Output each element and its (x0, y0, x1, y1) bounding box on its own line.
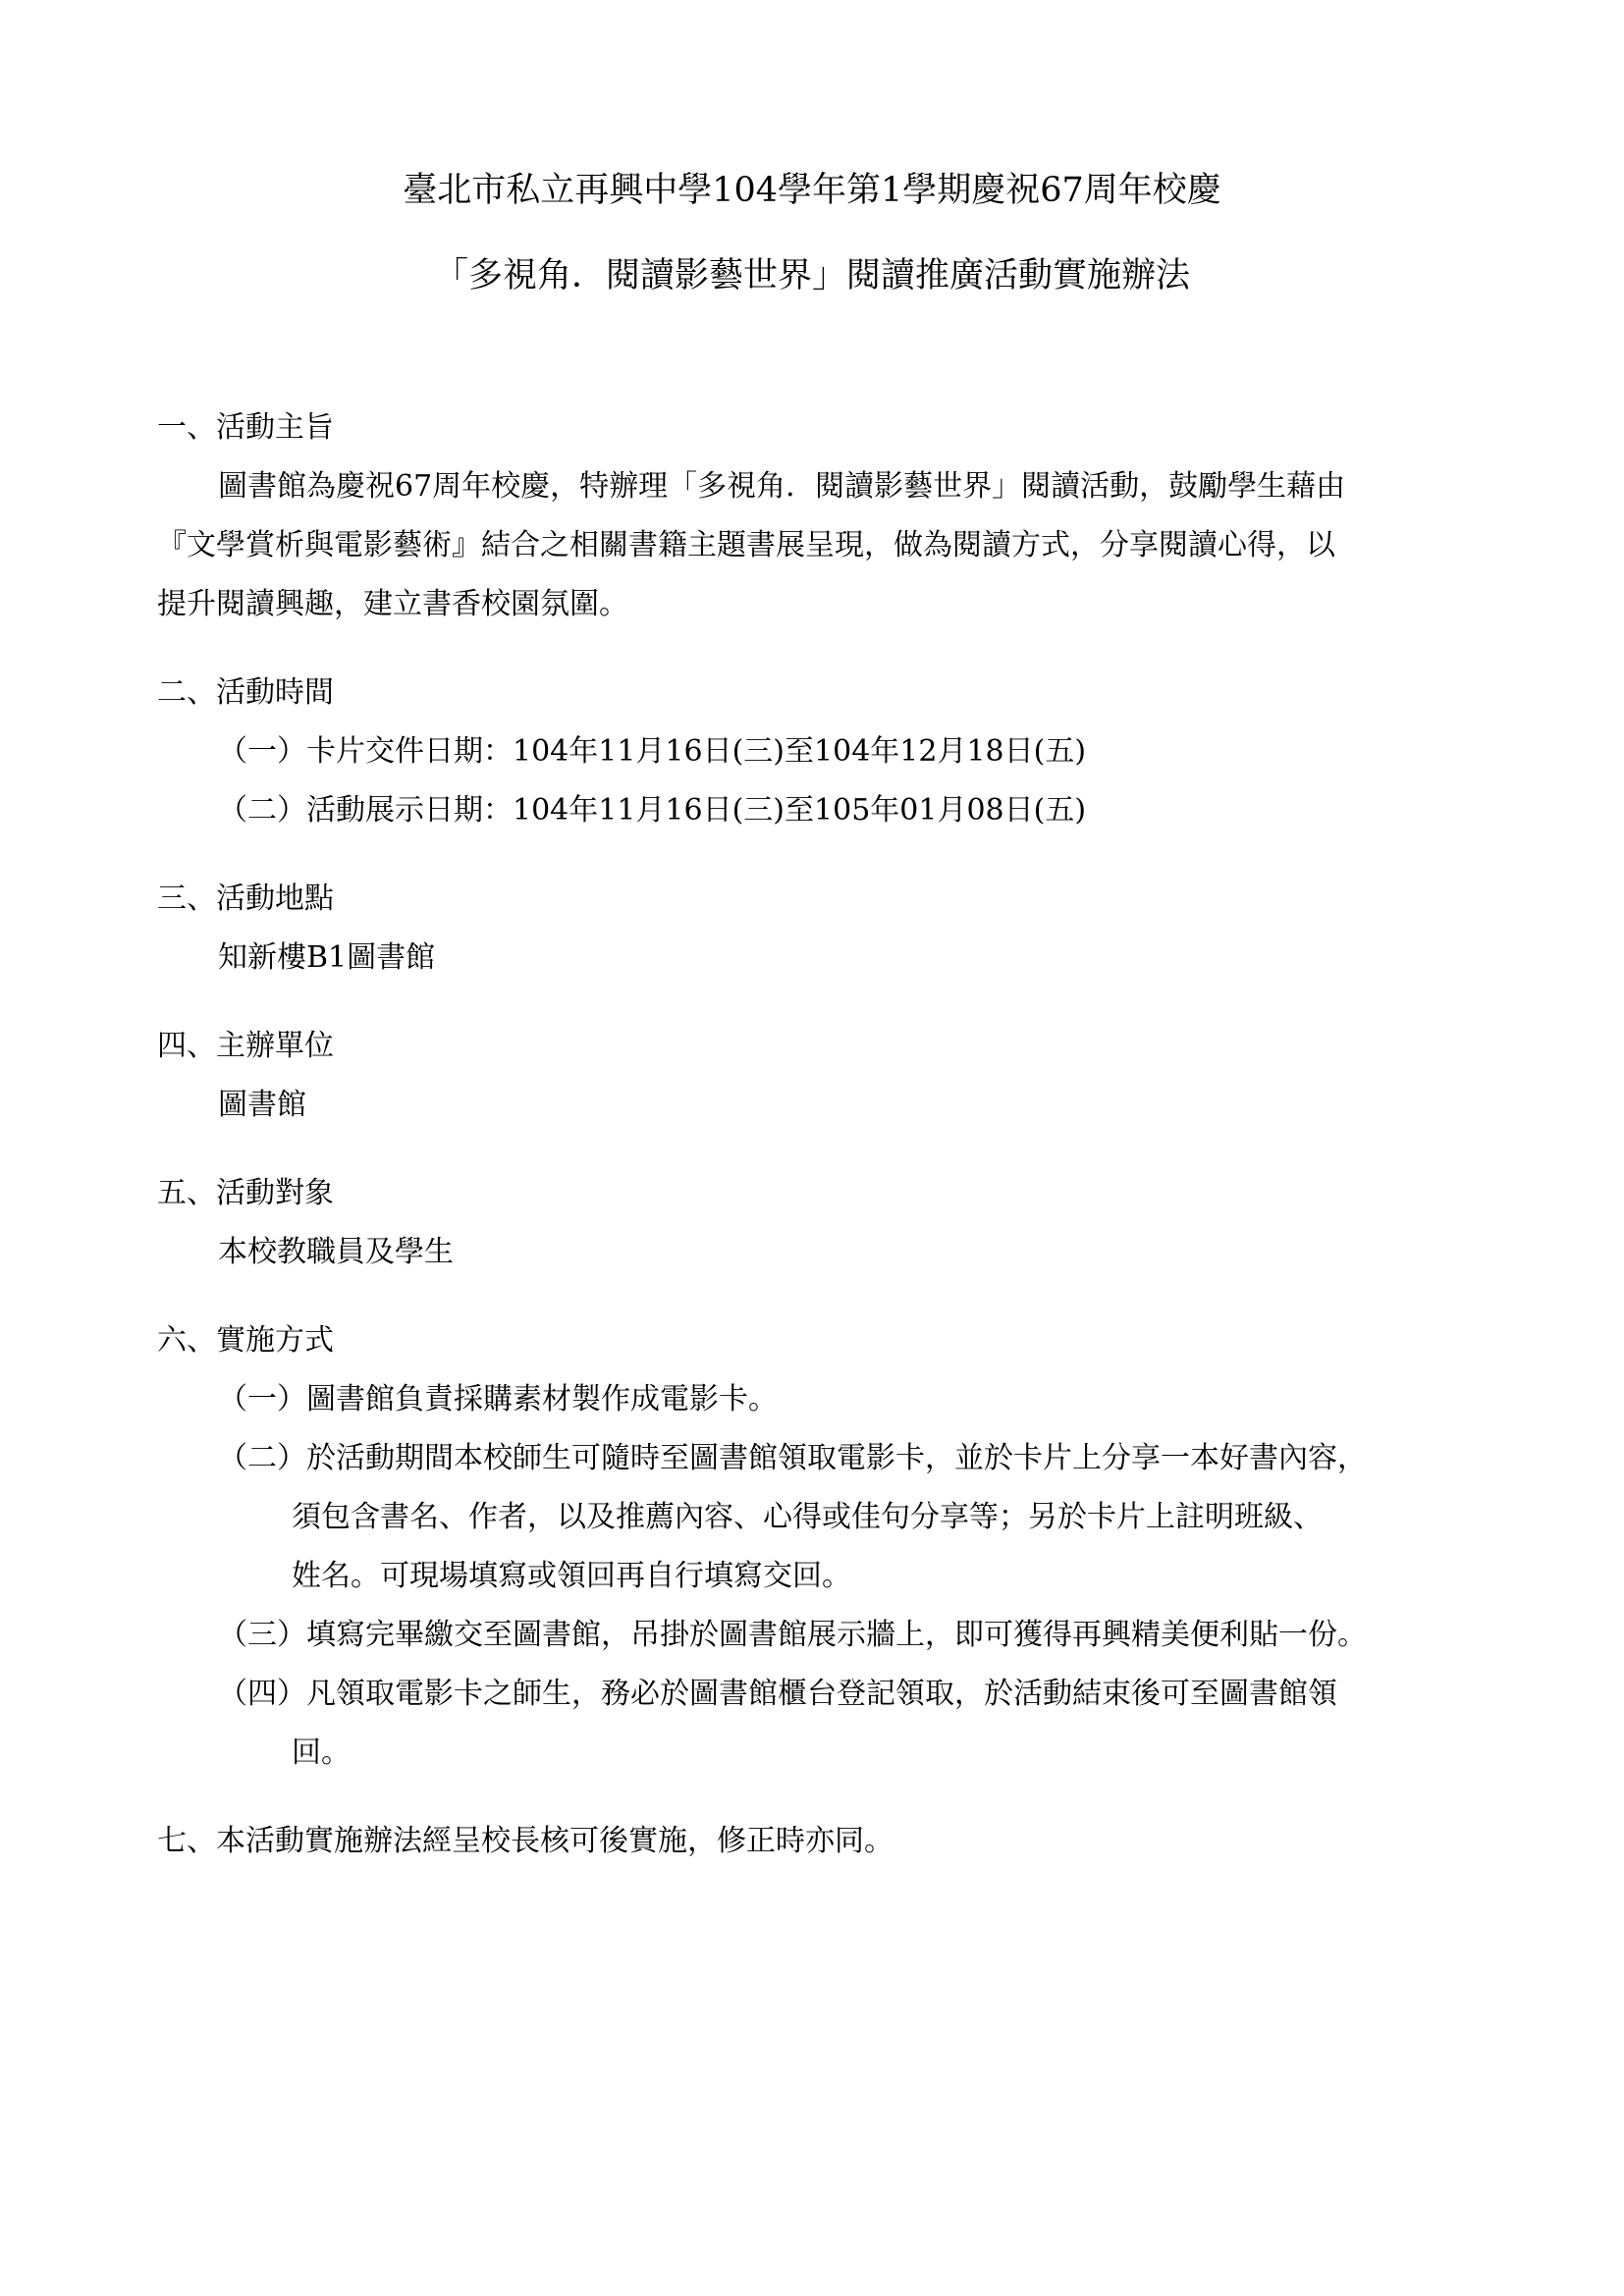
section-2-heading: 二、活動時間 (157, 675, 334, 710)
section-6-item-3: （三）填寫完畢繳交至圖書館，吊掛於圖書館展示牆上，即可獲得再興精美便利貼一份。 (218, 1618, 1367, 1652)
section-4-heading: 四、主辦單位 (157, 1029, 334, 1063)
section-6-heading: 六、實施方式 (157, 1323, 334, 1358)
document-title-line1: 臺北市私立再興中學104學年第1學期慶祝67周年校慶 (403, 171, 1221, 210)
section-7-heading: 七、本活動實施辦法經呈校長核可後實施，修正時亦同。 (157, 1824, 893, 1858)
section-1-paragraph-line3: 提升閱讀興趣，建立書香校園氛圍。 (157, 587, 628, 621)
section-5-body: 本校教職員及學生 (218, 1235, 454, 1269)
section-1-heading: 一、活動主旨 (157, 410, 334, 445)
section-2-item-2: （二）活動展示日期：104年11月16日(三)至105年01月08日(五) (218, 793, 1087, 828)
section-6-item-2-line2: 須包含書名、作者，以及推薦內容、心得或佳句分享等；另於卡片上註明班級、 (292, 1500, 1323, 1534)
section-3-heading: 三、活動地點 (157, 881, 334, 916)
section-6-item-4-line1: （四）凡領取電影卡之師生，務必於圖書館櫃台登記領取，於活動結束後可至圖書館領 (218, 1677, 1337, 1711)
section-6-item-1: （一）圖書館負責採購素材製作成電影卡。 (218, 1382, 778, 1416)
section-2-item-1: （一）卡片交件日期：104年11月16日(三)至104年12月18日(五) (218, 734, 1087, 769)
section-6-item-2-line1: （二）於活動期間本校師生可隨時至圖書館領取電影卡，並於卡片上分享一本好書內容， (218, 1441, 1367, 1475)
section-1-paragraph-line1: 圖書館為慶祝67周年校慶，特辦理「多視角．閱讀影藝世界」閱讀活動，鼓勵學生藉由 (218, 469, 1346, 504)
section-3-body: 知新樓B1圖書館 (218, 940, 436, 975)
section-4-body: 圖書館 (218, 1088, 306, 1122)
section-1-paragraph-line2: 『文學賞析與電影藝術』結合之相關書籍主題書展呈現，做為閱讀方式，分享閱讀心得，以 (157, 528, 1335, 562)
section-5-heading: 五、活動對象 (157, 1176, 334, 1210)
document-title-line2: 「多視角．閱讀影藝世界」閱讀推廣活動實施辦法 (433, 256, 1190, 295)
section-6-item-2-line3: 姓名。可現場填寫或領回再自行填寫交回。 (292, 1559, 851, 1593)
section-6-item-4-line2: 回。 (292, 1735, 351, 1770)
